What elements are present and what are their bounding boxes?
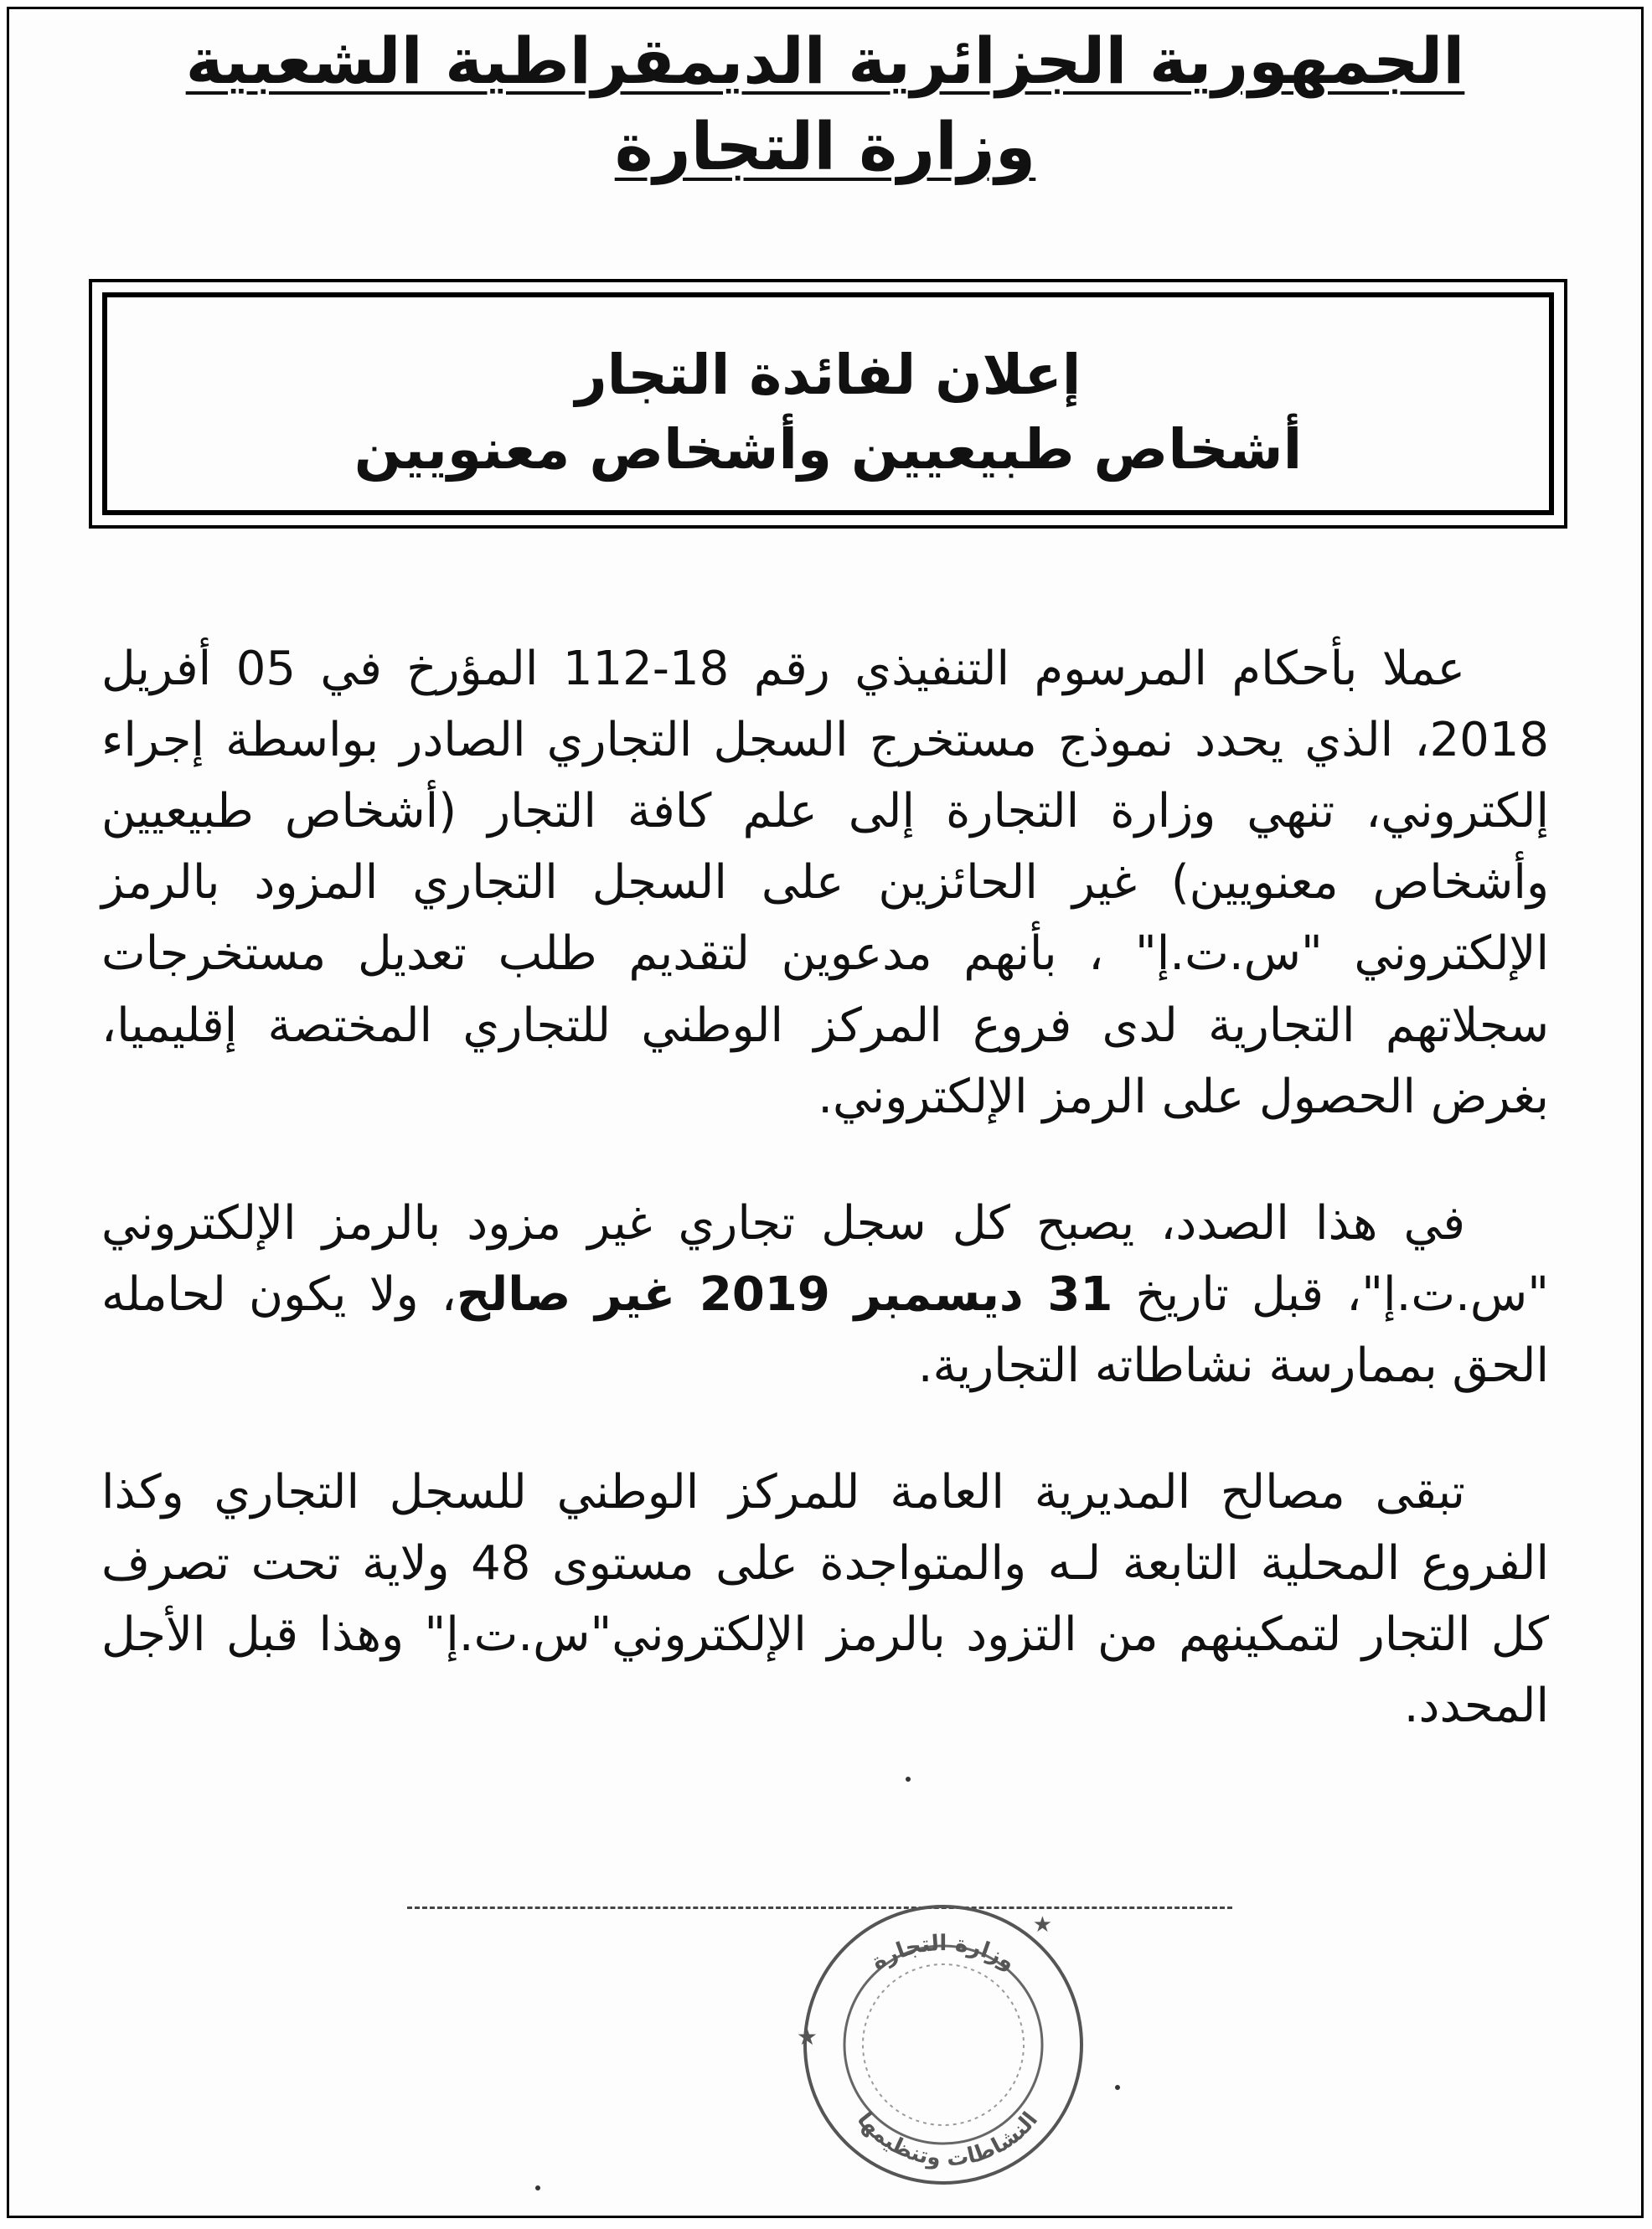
stamp-star-right: ★ [1032,1912,1052,1937]
announcement-title: إعلان لفائدة التجار [575,343,1082,407]
announcement-subtitle: أشخاص طبيعيين وأشخاص معنويين [354,417,1303,482]
deadline-date: 31 ديسمبر 2019 غير صالح [456,1267,1113,1322]
paragraph-deadline [101,1188,1549,1401]
speck-mark [1115,2085,1120,2090]
document-header [9,21,1641,189]
announcement-title-box [89,279,1567,529]
paragraph-services: تبقى مصالح المديرية العامة للمركز الوطني للسجل التجاري وكذا الفروع المحلية التابعة لـه والمتواجدة على مستوى 48 ولاية تحت تصرف كل التجار لتمكينهم من التزود بالرمز الإلكتروني"س.ت.إ" وهذا قبل الأجل المحدد. [101,1465,1550,1734]
republic-heading: الجمهورية الجزائرية الديمقراطية الشعبية [185,23,1465,98]
announcement-body [101,633,1549,1798]
stamp-emblem [863,1964,1024,2125]
stamp-star-left: ★ [796,2023,818,2051]
paragraph-deadline-end: ، ولا يكون لحامله الحق بممارسة نشاطاته التجارية. [101,1267,1549,1393]
ministry-heading: وزارة التجارة [614,110,1036,185]
stamp-bottom-text: النشاطات وتنظيمها [851,2108,1044,2172]
announcement-title-inner [102,292,1554,515]
paragraph-decree: عملا بأحكام المرسوم التنفيذي رقم 18-112 المؤرخ في 05 أفريل 2018، الذي يحدد نموذج مستخرج السجل التجاري الصادر بواسطة إجراء إلكتروني، تنهي وزارة التجارة إلى علم كافة التجار (أشخاص طبيعيين وأشخاص معنويين) غير الحائزين على السجل التجاري المزود بالرمز الإلكتروني "س.ت.إ" ، بأنهم مدعوين لتقديم طلب تعديل مستخرجات سجلاتهم التجارية لدى فروع المركز الوطني للتجاري المختصة إقليميا، بغرض الحصول على الرمز الإلكتروني. [101,642,1549,1124]
stamp-top-text: وزارة التجارة [867,1931,1020,1976]
speck-mark [535,2185,540,2190]
speck-mark [906,1777,911,1782]
official-stamp [784,1844,1102,2229]
paragraph-deadline-start: في هذا الصدد، يصبح كل سجل تجاري غير مزود بالرمز الإلكتروني "س.ت.إ"، قبل تاريخ [101,1195,1550,1322]
document-page [7,7,1644,2218]
